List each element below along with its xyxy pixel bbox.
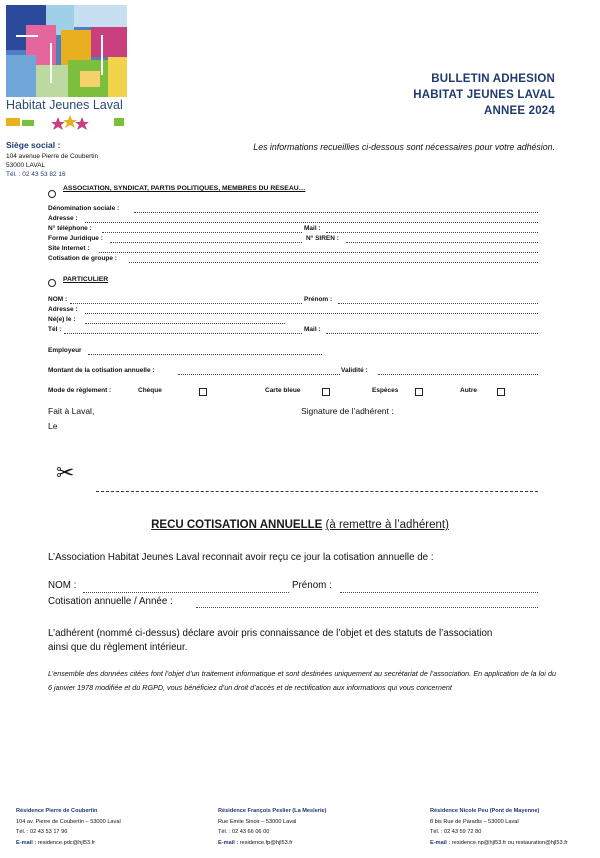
carte-checkbox[interactable] <box>322 388 330 396</box>
forme-field[interactable] <box>110 242 302 243</box>
recu-paragraph-2a: L’adhérent (nommé ci-dessus) déclare avoir pris connaissance de l’objet et des statuts de l’association <box>48 628 493 639</box>
validite-field[interactable] <box>378 374 538 375</box>
recu-title <box>0 519 600 531</box>
validite-label: Validité : <box>341 367 368 374</box>
especes-checkbox[interactable] <box>415 388 423 396</box>
site-label: Site Internet : <box>48 245 90 252</box>
footer-col-2 <box>218 806 327 848</box>
recu-nom-label: NOM : <box>48 580 77 591</box>
footer-3-email[interactable]: residence.np@hjl53.fr ou restauration@hjl53.fr <box>451 839 568 846</box>
scissors-icon: ✂ <box>56 460 75 485</box>
autre-label: Autre <box>460 387 477 394</box>
siren-label: N° SIREN : <box>306 235 339 242</box>
prenom-label: Prénom : <box>304 296 333 303</box>
recu-cotisation-label: Cotisation annuelle / Année : <box>48 596 173 607</box>
employeur-field[interactable] <box>88 354 322 355</box>
particulier-adresse-label: Adresse : <box>48 306 78 313</box>
employeur-label: Employeur <box>48 347 82 354</box>
montant-label: Montant de la cotisation annuelle : <box>48 367 155 374</box>
particulier-radio[interactable] <box>48 279 56 287</box>
particulier-tel-label: Tél : <box>48 326 62 333</box>
cut-line <box>96 491 538 492</box>
logo-text: Habitat Jeunes Laval <box>6 98 123 112</box>
footer-2-address: Rue Emile Sinoir – 53000 Laval <box>218 818 297 825</box>
cotisation-groupe-label: Cotisation de groupe : <box>48 255 117 262</box>
association-telephone-label: N° téléphone : <box>48 225 92 232</box>
footer-1-email-label: E-mail : <box>16 839 37 846</box>
association-adresse-label: Adresse : <box>48 215 78 222</box>
footer-3-address: 8 bis Rue de Paradis – 53000 Laval <box>430 818 519 825</box>
denomination-field[interactable] <box>134 212 538 213</box>
fait-a-label: Fait à Laval, <box>48 406 95 416</box>
denomination-label: Dénomination sociale : <box>48 205 120 212</box>
particulier-mail-field[interactable] <box>326 333 538 334</box>
association-mail-field[interactable] <box>326 232 538 233</box>
particulier-tel-field[interactable] <box>64 333 302 334</box>
footer-1-address: 104 av. Pierre de Coubertin – 53000 Laval <box>16 818 121 825</box>
recu-cotisation-field[interactable] <box>196 607 538 608</box>
nom-label: NOM : <box>48 296 68 303</box>
association-radio[interactable] <box>48 190 56 198</box>
siege-address: 104 avenue Pierre de Coubertin <box>6 153 99 160</box>
association-adresse-field[interactable] <box>85 222 538 223</box>
footer-1-name: Résidence Pierre de Coubertin <box>16 808 98 814</box>
siren-field[interactable] <box>346 242 538 243</box>
carte-label: Carte bleue <box>265 387 301 394</box>
logo-graphic <box>6 5 127 97</box>
title-line-3: ANNEE 2024 <box>483 105 555 117</box>
footer-1-email[interactable]: residence.pdc@hjl53.fr <box>37 839 96 846</box>
cheque-label: Chèque <box>138 387 162 394</box>
site-field[interactable] <box>99 252 538 253</box>
footer-2-tel: Tél. : 02 43 66 06 00 <box>218 829 270 835</box>
footer-col-1 <box>16 806 121 848</box>
intro-text: Les informations recueillies ci-dessous sont nécessaires pour votre adhésion. <box>253 142 555 152</box>
particulier-heading: PARTICULIER <box>63 276 109 283</box>
recu-prenom-field[interactable] <box>340 592 538 593</box>
montant-field[interactable] <box>178 374 340 375</box>
association-telephone-field[interactable] <box>102 232 302 233</box>
ne-field[interactable] <box>85 323 285 324</box>
particulier-mail-label: Mail : <box>304 326 321 333</box>
particulier-adresse-field[interactable] <box>85 313 538 314</box>
cheque-checkbox[interactable] <box>199 388 207 396</box>
footer-3-email-label: E-mail : <box>430 839 451 846</box>
footer-2-name: Résidence François Peslier (La Meslerie) <box>218 808 327 814</box>
footer-3-name: Résidence Nicole Peu (Pont de Mayenne) <box>430 808 540 814</box>
title-line-1: BULLETIN ADHESION <box>431 73 555 85</box>
ne-label: Né(e) le : <box>48 316 76 323</box>
recu-title-text: RECU COTISATION ANNUELLE <box>151 519 323 531</box>
siege-tel: Tél. : 02 43 53 82 16 <box>6 171 66 178</box>
title-line-2: HABITAT JEUNES LAVAL <box>413 89 555 101</box>
footer-3-tel: Tél. : 02 43 59 72 80 <box>430 829 482 835</box>
recu-paragraph-1: L’Association Habitat Jeunes Laval reconnait avoir reçu ce jour la cotisation annuelle de : <box>48 552 434 563</box>
footer-1-tel: Tél. : 02 43 53 17 96 <box>16 829 68 835</box>
siege-city: 53000 LAVAL <box>6 162 46 169</box>
recu-nom-field[interactable] <box>83 592 289 593</box>
rgpd-note: L’ensemble des données citées font l’objet d’un traitement informatique et sont destinées uniquement au secrétariat de l’association. En application de la loi du 6 janvier 1978 modifiée et du RGPD, vous bénéficiez d’un droit d’accès et de rectification aux informations qui vous concernent <box>48 669 556 692</box>
association-heading: ASSOCIATION, SYNDICAT, PARTIS POLITIQUES, MEMBRES DU RESEAU… <box>63 185 306 192</box>
footer-2-email[interactable]: residence.fp@hjl53.fr <box>239 839 293 846</box>
nom-field[interactable] <box>70 303 302 304</box>
mode-reglement-label: Mode de règlement : <box>48 387 112 394</box>
especes-label: Espèces <box>372 387 399 394</box>
prenom-field[interactable] <box>338 303 538 304</box>
recu-prenom-label: Prénom : <box>292 580 332 591</box>
footer-col-3 <box>430 806 568 848</box>
le-label: Le <box>48 421 58 431</box>
logo-stars-icon <box>6 114 126 132</box>
association-mail-label: Mail : <box>304 225 321 232</box>
siege-title: Siège social : <box>6 140 61 150</box>
recu-paragraph-2b: ainsi que du règlement intérieur. <box>48 642 188 653</box>
footer-2-email-label: E-mail : <box>218 839 239 846</box>
forme-label: Forme Juridique : <box>48 235 103 242</box>
cotisation-groupe-field[interactable] <box>129 262 538 263</box>
signature-label: Signature de l’adhérent : <box>301 406 394 416</box>
autre-checkbox[interactable] <box>497 388 505 396</box>
recu-subtitle: (à remettre à l’adhérent) <box>325 519 449 531</box>
